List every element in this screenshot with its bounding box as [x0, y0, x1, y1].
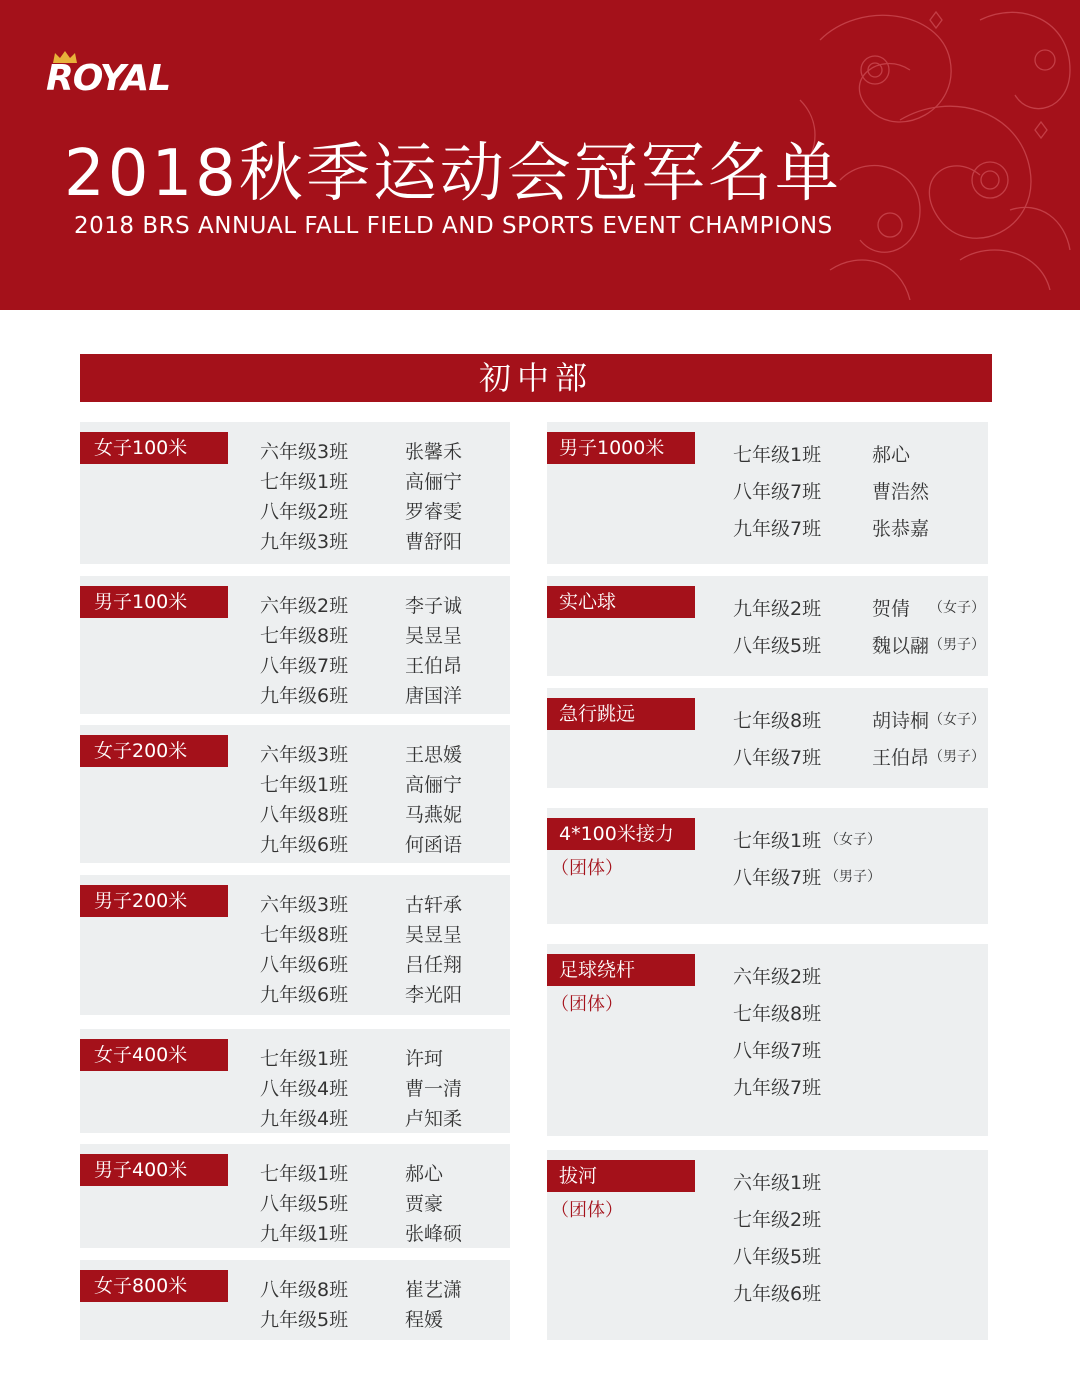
winner-name: 王伯昂	[405, 655, 463, 677]
event-name-badge: 急行跳远	[547, 698, 695, 730]
header-banner	[0, 0, 1080, 310]
class-name: 九年级7班	[733, 1077, 822, 1099]
event-type-label: （团体）	[551, 1200, 623, 1221]
class-name: 九年级1班	[260, 1223, 349, 1245]
winner-row	[733, 631, 983, 659]
class-name: 八年级8班	[260, 1279, 349, 1301]
event-name-badge: 女子200米	[80, 735, 228, 767]
class-name: 八年级5班	[733, 635, 822, 657]
section-title: 初中部	[80, 354, 992, 402]
winner-name: 张馨禾	[405, 441, 463, 463]
winner-row	[733, 1073, 983, 1101]
winner-row	[260, 1044, 500, 1070]
winner-row	[260, 467, 500, 493]
winner-name: 古轩承	[405, 894, 463, 916]
event-name-badge: 女子400米	[80, 1039, 228, 1071]
event-name-badge: 男子100米	[80, 586, 228, 618]
winner-row	[733, 440, 983, 468]
event-name-badge: 男子200米	[80, 885, 228, 917]
winner-name: 郝心	[872, 444, 911, 466]
gender-note: （女子）	[929, 600, 985, 616]
class-name: 八年级5班	[733, 1246, 822, 1268]
event-card	[547, 422, 988, 564]
winner-row	[260, 497, 500, 523]
winner-row	[260, 740, 500, 766]
class-name: 九年级6班	[260, 685, 349, 707]
winner-row	[260, 621, 500, 647]
winner-row	[733, 743, 983, 771]
winner-name: 李子诚	[405, 595, 463, 617]
winner-row	[733, 477, 983, 505]
winner-name: 吕任翔	[405, 954, 463, 976]
event-name-badge: 女子800米	[80, 1270, 228, 1302]
event-name-badge: 拔河	[547, 1160, 695, 1192]
winner-row	[733, 1036, 983, 1064]
winner-row	[733, 962, 983, 990]
page-subtitle: 2018 BRS ANNUAL FALL FIELD AND SPORTS EVENT CHAMPIONS	[74, 213, 833, 239]
winner-row	[733, 826, 983, 854]
winner-name: 卢知柔	[405, 1108, 463, 1130]
event-card	[80, 1260, 510, 1340]
event-card	[80, 422, 510, 564]
class-name: 九年级6班	[733, 1283, 822, 1305]
class-name: 八年级7班	[733, 747, 822, 769]
winner-row	[260, 770, 500, 796]
event-name-badge: 男子1000米	[547, 432, 695, 464]
class-name: 九年级2班	[733, 598, 822, 620]
winner-row	[260, 830, 500, 856]
winner-row	[733, 999, 983, 1027]
class-name: 七年级1班	[733, 444, 822, 466]
class-name: 八年级5班	[260, 1193, 349, 1215]
winner-row	[260, 1219, 500, 1245]
winner-name: 张恭嘉	[872, 518, 930, 540]
winner-row	[260, 950, 500, 976]
winner-name: 魏以翮	[872, 635, 930, 657]
event-card	[80, 576, 510, 714]
class-name: 七年级2班	[733, 1209, 822, 1231]
gender-note: （男子）	[929, 749, 985, 765]
event-card	[80, 1144, 510, 1248]
winner-name: 唐国洋	[405, 685, 463, 707]
winner-name: 马燕妮	[405, 804, 463, 826]
winner-row	[260, 890, 500, 916]
event-card	[80, 875, 510, 1015]
winner-name: 王思媛	[405, 744, 463, 766]
winner-row	[260, 800, 500, 826]
class-name: 六年级2班	[260, 595, 349, 617]
winner-row	[260, 681, 500, 707]
winner-name: 高俪宁	[405, 471, 463, 493]
event-card	[547, 688, 988, 788]
winner-row	[260, 591, 500, 617]
event-name-badge: 女子100米	[80, 432, 228, 464]
winner-name: 李光阳	[405, 984, 463, 1006]
class-name: 六年级2班	[733, 966, 822, 988]
class-name: 七年级8班	[260, 625, 349, 647]
event-type-label: （团体）	[551, 994, 623, 1015]
class-name: 八年级7班	[260, 655, 349, 677]
gender-note: （男子）	[929, 637, 985, 653]
winner-row	[733, 1168, 983, 1196]
class-name: 八年级8班	[260, 804, 349, 826]
class-name: 七年级8班	[260, 924, 349, 946]
class-name: 九年级6班	[260, 834, 349, 856]
winner-name: 高俪宁	[405, 774, 463, 796]
winner-name: 吴昱呈	[405, 625, 463, 647]
winner-row	[260, 1305, 500, 1331]
winner-row	[733, 594, 983, 622]
winner-name: 王伯昂	[872, 747, 930, 769]
class-name: 九年级4班	[260, 1108, 349, 1130]
winner-row	[733, 1279, 983, 1307]
class-name: 六年级1班	[733, 1172, 822, 1194]
winner-name: 曹舒阳	[405, 531, 463, 553]
winner-name: 曹浩然	[872, 481, 930, 503]
winner-name: 郝心	[405, 1163, 444, 1185]
gender-note: （女子）	[929, 712, 985, 728]
winner-name: 曹一清	[405, 1078, 463, 1100]
class-name: 九年级7班	[733, 518, 822, 540]
winner-row	[260, 1275, 500, 1301]
winner-name: 张峰硕	[405, 1223, 463, 1245]
class-name: 七年级8班	[733, 1003, 822, 1025]
gender-note: （男子）	[825, 869, 881, 885]
class-name: 七年级1班	[260, 1163, 349, 1185]
winner-row	[260, 651, 500, 677]
event-card	[80, 1029, 510, 1133]
winner-row	[733, 1242, 983, 1270]
winner-name: 胡诗桐	[872, 710, 930, 732]
winner-name: 许珂	[405, 1048, 444, 1070]
class-name: 九年级6班	[260, 984, 349, 1006]
class-name: 七年级1班	[733, 830, 822, 852]
winner-row	[260, 1159, 500, 1185]
class-name: 八年级7班	[733, 867, 822, 889]
class-name: 九年级3班	[260, 531, 349, 553]
event-name-badge: 男子400米	[80, 1154, 228, 1186]
winner-name: 程媛	[405, 1309, 444, 1331]
winner-name: 吴昱呈	[405, 924, 463, 946]
royal-logo	[46, 50, 206, 100]
winner-row	[260, 1104, 500, 1130]
class-name: 九年级5班	[260, 1309, 349, 1331]
event-name-badge: 实心球	[547, 586, 695, 618]
winner-name: 贺倩	[872, 598, 911, 620]
event-card	[547, 944, 988, 1136]
winner-row	[260, 437, 500, 463]
class-name: 八年级7班	[733, 1040, 822, 1062]
class-name: 七年级1班	[260, 471, 349, 493]
event-card	[547, 576, 988, 676]
class-name: 六年级3班	[260, 744, 349, 766]
logo-text: ROYAL	[46, 58, 171, 99]
class-name: 七年级1班	[260, 1048, 349, 1070]
winner-name: 罗睿雯	[405, 501, 463, 523]
class-name: 七年级8班	[733, 710, 822, 732]
winner-row	[733, 706, 983, 734]
winner-row	[733, 863, 983, 891]
event-type-label: （团体）	[551, 858, 623, 879]
class-name: 六年级3班	[260, 894, 349, 916]
event-card	[80, 725, 510, 863]
event-name-badge: 4*100米接力	[547, 818, 695, 850]
gender-note: （女子）	[825, 832, 881, 848]
class-name: 八年级4班	[260, 1078, 349, 1100]
event-card	[547, 1150, 988, 1340]
class-name: 六年级3班	[260, 441, 349, 463]
event-card	[547, 808, 988, 924]
winner-name: 崔艺潇	[405, 1279, 463, 1301]
class-name: 七年级1班	[260, 774, 349, 796]
winner-row	[260, 1074, 500, 1100]
class-name: 八年级7班	[733, 481, 822, 503]
winner-row	[260, 980, 500, 1006]
winner-row	[733, 1205, 983, 1233]
winner-name: 贾豪	[405, 1193, 444, 1215]
class-name: 八年级2班	[260, 501, 349, 523]
event-name-badge: 足球绕杆	[547, 954, 695, 986]
winner-row	[260, 1189, 500, 1215]
winner-row	[260, 920, 500, 946]
page-title: 2018秋季运动会冠军名单	[64, 137, 842, 211]
winner-row	[733, 514, 983, 542]
winner-row	[260, 527, 500, 553]
winner-name: 何函语	[405, 834, 463, 856]
class-name: 八年级6班	[260, 954, 349, 976]
